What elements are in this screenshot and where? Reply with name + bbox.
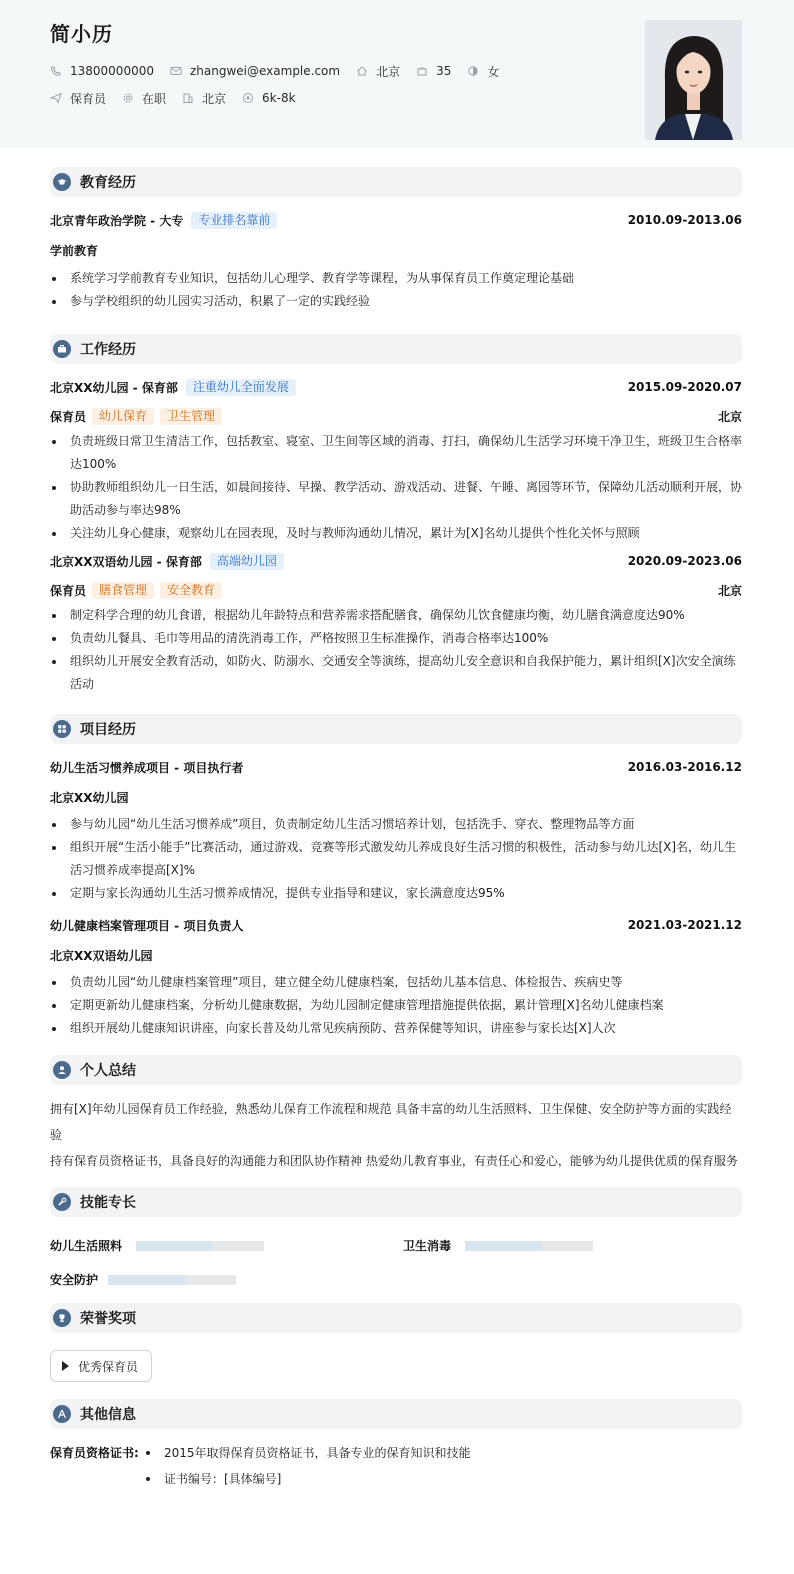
education-major: 学前教育: [50, 243, 99, 258]
work-bullet: 制定科学合理的幼儿食谱，根据幼儿年龄特点和营养需求搭配膳食，确保幼儿饮食健康均衡，幼儿膳食满意度达90%: [50, 604, 742, 627]
graduation-cap-icon: [53, 173, 71, 191]
work-bullet: 组织幼儿开展安全教育活动，如防火、防溺水、交通安全等演练，提高幼儿安全意识和自我保护能力，累计组织[X]次安全演练活动: [50, 650, 742, 696]
work-bullet: 关注幼儿身心健康，观察幼儿在园表现，及时与教师沟通幼儿情况，累计为[X]名幼儿提供个性化关怀与照顾: [50, 522, 742, 545]
email-info: [170, 64, 340, 78]
work-entry: [50, 551, 742, 696]
skill-bar-fill: [136, 1241, 213, 1251]
work-date: 2015.09-2020.07: [627, 380, 742, 394]
project-title: 幼儿健康档案管理项目 - 项目负责人: [50, 918, 244, 933]
project-bullet: 组织开展幼儿健康知识讲座，向家长普及幼儿常见疾病预防、营养保健等知识，讲座参与家长达[X]人次: [50, 1017, 742, 1040]
skill-name: 安全防护: [50, 1273, 99, 1287]
skill-item: [50, 1237, 264, 1254]
project-org: 北京XX幼儿园: [50, 790, 129, 805]
user-icon: [53, 1061, 71, 1079]
skill-name: 卫生消毒: [403, 1239, 452, 1253]
work-bullet: 负责班级日常卫生清洁工作，包括教室、寝室、卫生间等区域的消毒、打扫，确保幼儿生活学习环境干净卫生，班级卫生合格率达100%: [50, 430, 742, 476]
skill-bar: [465, 1241, 593, 1251]
job-intent-row: [50, 90, 744, 106]
skill-bar: [136, 1241, 264, 1251]
resume-body: [0, 167, 794, 1492]
summary-section-header: [50, 1055, 742, 1085]
work-date: 2020.09-2023.06: [627, 554, 742, 568]
education-tag: 专业排名靠前: [191, 212, 277, 229]
skills-section-header: [50, 1187, 742, 1217]
grid-icon: [53, 720, 71, 738]
education-section-header: [50, 167, 742, 197]
status-info: [122, 90, 166, 107]
work-org: [50, 379, 296, 396]
work-location: 北京: [717, 583, 742, 598]
summary-line: 持有保育员资格证书，具备良好的沟通能力和团队协作精神 热爱幼儿教育事业，有责任心和爱心，能够为幼儿提供优质的保育服务: [50, 1154, 738, 1168]
awards-title: 荣誉奖项: [80, 1311, 136, 1327]
project-date: 2021.03-2021.12: [627, 918, 742, 932]
education-date: 2010.09-2013.06: [627, 213, 742, 227]
gender-icon: [467, 65, 479, 77]
award-label: 优秀保育员: [78, 1359, 139, 1374]
job-text: 保育员: [70, 91, 107, 106]
skill-bar-fill: [465, 1241, 542, 1251]
target-city-info: [182, 90, 226, 107]
job-info: [50, 90, 106, 107]
work-bullet: 协助教师组织幼儿一日生活，如晨间接待、早操、教学活动、游戏活动、进餐、午睡、离园等环节，保障幼儿活动顺利开展，协助活动参与率达98%: [50, 476, 742, 522]
education-title: 教育经历: [80, 175, 136, 191]
summary-title: 个人总结: [80, 1063, 136, 1079]
project-title: 幼儿生活习惯养成项目 - 项目执行者: [50, 760, 244, 775]
project-org-row: [50, 787, 742, 807]
education-entry-header: [50, 210, 742, 230]
work-bullet: 负责幼儿餐具、毛巾等用品的清洗消毒工作，严格按照卫生标准操作，消毒合格率达100%: [50, 627, 742, 650]
work-org: [50, 553, 284, 570]
phone-text: 13800000000: [70, 64, 154, 78]
work-entry-header: [50, 377, 742, 397]
project-section-header: [50, 714, 742, 744]
other-title: 其他信息: [80, 1407, 136, 1423]
role-name: 保育员: [50, 583, 87, 598]
salary-text: 6k-8k: [262, 91, 296, 105]
other-section-header: [50, 1399, 742, 1429]
work-tag: 注重幼儿全面发展: [186, 379, 296, 396]
contact-row: [50, 63, 744, 79]
profile-photo: [645, 20, 742, 140]
play-triangle-icon: [62, 1361, 69, 1371]
send-icon: [50, 92, 62, 104]
status-text: 在职: [142, 91, 167, 106]
skill-tag: 膳食管理: [92, 582, 154, 599]
mail-icon: [170, 65, 182, 77]
other-block: [50, 1440, 742, 1492]
other-bullet: 证书编号：[具体编号]: [144, 1466, 471, 1492]
city-info: [356, 63, 400, 80]
company-name: 北京XX幼儿园 - 保育部: [50, 380, 178, 395]
skill-item: [403, 1237, 593, 1254]
work-list: [50, 377, 742, 696]
skill-tag: 安全教育: [160, 582, 222, 599]
skill-bar: [108, 1275, 236, 1285]
school-name: 北京青年政治学院 - 大专: [50, 213, 184, 228]
salary-info: [242, 91, 296, 105]
work-bullets: [50, 430, 742, 545]
project-title: 项目经历: [80, 722, 136, 738]
resume-header: [0, 0, 794, 148]
email-text: zhangwei@example.com: [189, 64, 341, 78]
phone-icon: [50, 65, 62, 77]
skill-name: 幼儿生活照料: [50, 1239, 123, 1253]
education-school: [50, 212, 277, 229]
skills-block: [50, 1217, 742, 1287]
project-list: [50, 757, 742, 1040]
project-entry-header: [50, 915, 742, 935]
trophy-icon: [53, 1309, 71, 1327]
project-entry-header: [50, 757, 742, 777]
gender-info: [467, 63, 499, 80]
project-bullet: 负责幼儿园“幼儿健康档案管理”项目，建立健全幼儿健康档案，包括幼儿基本信息、体检报告、疾病史等: [50, 971, 742, 994]
project-bullet: 定期与家长沟通幼儿生活习惯养成情况，提供专业指导和建议，家长满意度达95%: [50, 882, 742, 905]
work-tag: 高端幼儿园: [210, 553, 284, 570]
summary-line: 拥有[X]年幼儿园保育员工作经验，熟悉幼儿保育工作流程和规范 具备丰富的幼儿生活照料、卫生保健、安全防护等方面的实践经验: [50, 1102, 732, 1142]
skill-tag: 卫生管理: [160, 408, 222, 425]
briefcase-icon: [53, 340, 71, 358]
work-role-row: [50, 580, 742, 600]
other-bullet: 2015年取得保育员资格证书，具备专业的保育知识和技能: [144, 1440, 471, 1466]
project-bullets: [50, 971, 742, 1040]
project-org-row: [50, 945, 742, 965]
phone-info: [50, 64, 154, 78]
education-bullet: 系统学习学前教育专业知识，包括幼儿心理学、教育学等课程，为从事保育员工作奠定理论基础: [50, 267, 742, 290]
project-date: 2016.03-2016.12: [627, 760, 742, 774]
project-bullet: 参与幼儿园“幼儿生活习惯养成”项目，负责制定幼儿生活习惯培养计划，包括洗手、穿衣、整理物品等方面: [50, 813, 742, 836]
work-entry-header: [50, 551, 742, 571]
home-icon: [356, 65, 368, 77]
age-icon: [416, 65, 428, 77]
skill-tag: 幼儿保育: [92, 408, 154, 425]
work-role: [50, 582, 222, 599]
project-org: 北京XX双语幼儿园: [50, 948, 153, 963]
info-icon: [53, 1405, 71, 1423]
company-name: 北京XX双语幼儿园 - 保育部: [50, 554, 202, 569]
salary-icon: [242, 92, 254, 104]
work-role: [50, 408, 222, 425]
resume-name: 简小历: [50, 22, 113, 46]
award-item[interactable]: [50, 1350, 152, 1382]
education-bullets: [50, 267, 742, 313]
gender-text: 女: [487, 64, 500, 79]
project-bullets: [50, 813, 742, 905]
skill-item: [50, 1271, 236, 1288]
education-bullet: 参与学校组织的幼儿园实习活动，积累了一定的实践经验: [50, 290, 742, 313]
other-label: 保育员资格证书:: [50, 1446, 139, 1460]
awards-section-header: [50, 1303, 742, 1333]
other-bullets: [144, 1440, 471, 1492]
tools-icon: [53, 1193, 71, 1211]
project-entry: [50, 915, 742, 1040]
project-entry: [50, 757, 742, 905]
building-icon: [182, 92, 194, 104]
work-section-header: [50, 334, 742, 364]
project-bullet: 组织开展“生活小能手”比赛活动，通过游戏、竞赛等形式激发幼儿养成良好生活习惯的积极性，活动参与幼儿达[X]名，幼儿生活习惯养成率提高[X]%: [50, 836, 742, 882]
age-info: [416, 64, 451, 78]
education-major-row: [50, 240, 742, 260]
role-name: 保育员: [50, 409, 87, 424]
summary-block: [50, 1096, 742, 1174]
work-entry: [50, 377, 742, 545]
work-role-row: [50, 406, 742, 426]
work-title: 工作经历: [80, 342, 136, 358]
project-bullet: 定期更新幼儿健康档案，分析幼儿健康数据，为幼儿园制定健康管理措施提供依据，累计管理[X]名幼儿健康档案: [50, 994, 742, 1017]
gear-icon: [122, 92, 134, 104]
skills-title: 技能专长: [80, 1195, 136, 1211]
work-bullets: [50, 604, 742, 696]
awards-list: [50, 1350, 742, 1382]
target-city-text: 北京: [202, 91, 227, 106]
city-text: 北京: [376, 64, 401, 79]
skill-bar-fill: [108, 1275, 185, 1285]
work-location: 北京: [717, 409, 742, 424]
age-text: 35: [436, 64, 452, 78]
